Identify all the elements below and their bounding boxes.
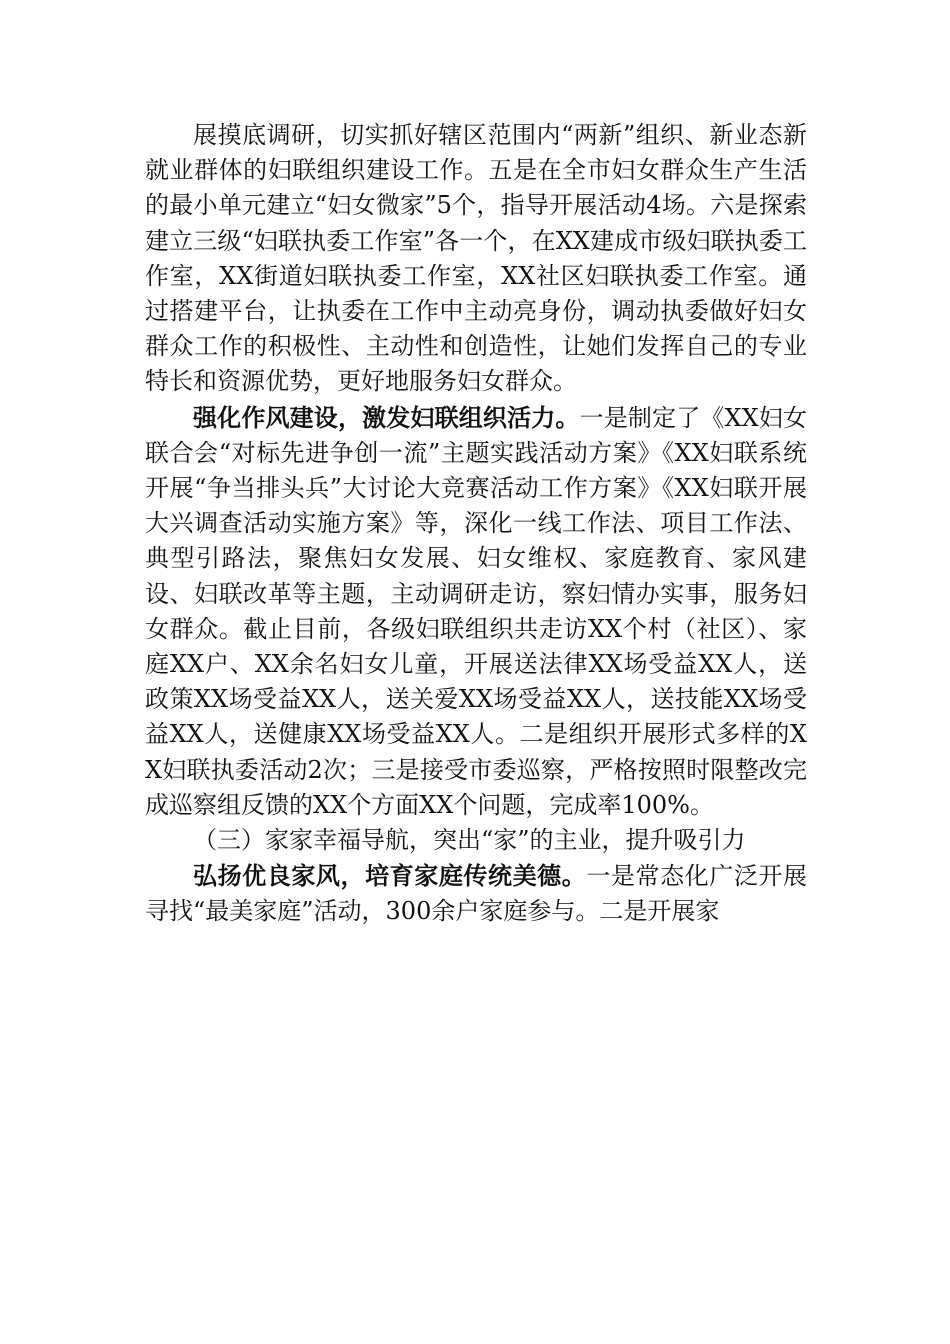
paragraph-3-text: 一是常态化广泛开展寻找“最美家庭”活动，300余户家庭参与。二是开展家: [145, 862, 808, 926]
paragraph-1-text: 展摸底调研，切实抓好辖区范围内“两新”组织、新业态新就业群体的妇联组织建设工作。五是在全市妇女群众生产生活的最小单元建立“妇女微家”5个，指导开展活动4场。六是探索建立三级“妇联执委工作室”各一个，在XX建成市级妇联执委工作室，XX街道妇联执委工作室，XX社区妇联执委工作室。通过搭建平台，让执委在工作中主动亮身份，调动执委做好妇女群众工作的积极性、主动性和创造性，让她们发挥自己的专业特长和资源优势，更好地服务妇女群众。: [145, 121, 807, 396]
paragraph-2: [145, 400, 807, 823]
paragraph-3-lead: 弘扬优良家风，培育家庭传统美德。: [193, 861, 587, 891]
document-body: [145, 118, 807, 930]
paragraph-2-lead: 强化作风建设，激发妇联组织活力。: [193, 402, 580, 432]
section-subheading: （三）家家幸福导航，突出“家”的主业，提升吸引力: [193, 826, 746, 855]
paragraph-3: [145, 858, 807, 929]
paragraph-2-text: 一是制定了《XX妇女联合会“对标先进争创一流”主题实践活动方案》《XX妇联系统开展“争当排头兵”大讨论大竞赛活动工作方案》《XX妇联开展大兴调查活动实施方案》等，深化一线工作法、项目工作法、典型引路法，聚焦妇女发展、妇女维权、家庭教育、家风建设、妇联改革等主题，主动调研走访，察妇情办实事，服务妇女群众。截止目前，各级妇联组织共走访XX个村（社区）、家庭XX户、XX余名妇女儿童，开展送法律XX场受益XX人，送政策XX场受益XX人，送关爱XX场受益XX人，送技能XX场受益XX人，送健康XX场受益XX人。二是组织开展形式多样的XX妇联执委活动2次；三是接受市委巡察，严格按照时限整改完成巡察组反馈的XX个方面XX个问题，完成率100%。: [145, 403, 808, 819]
paragraph-1: [145, 118, 807, 400]
